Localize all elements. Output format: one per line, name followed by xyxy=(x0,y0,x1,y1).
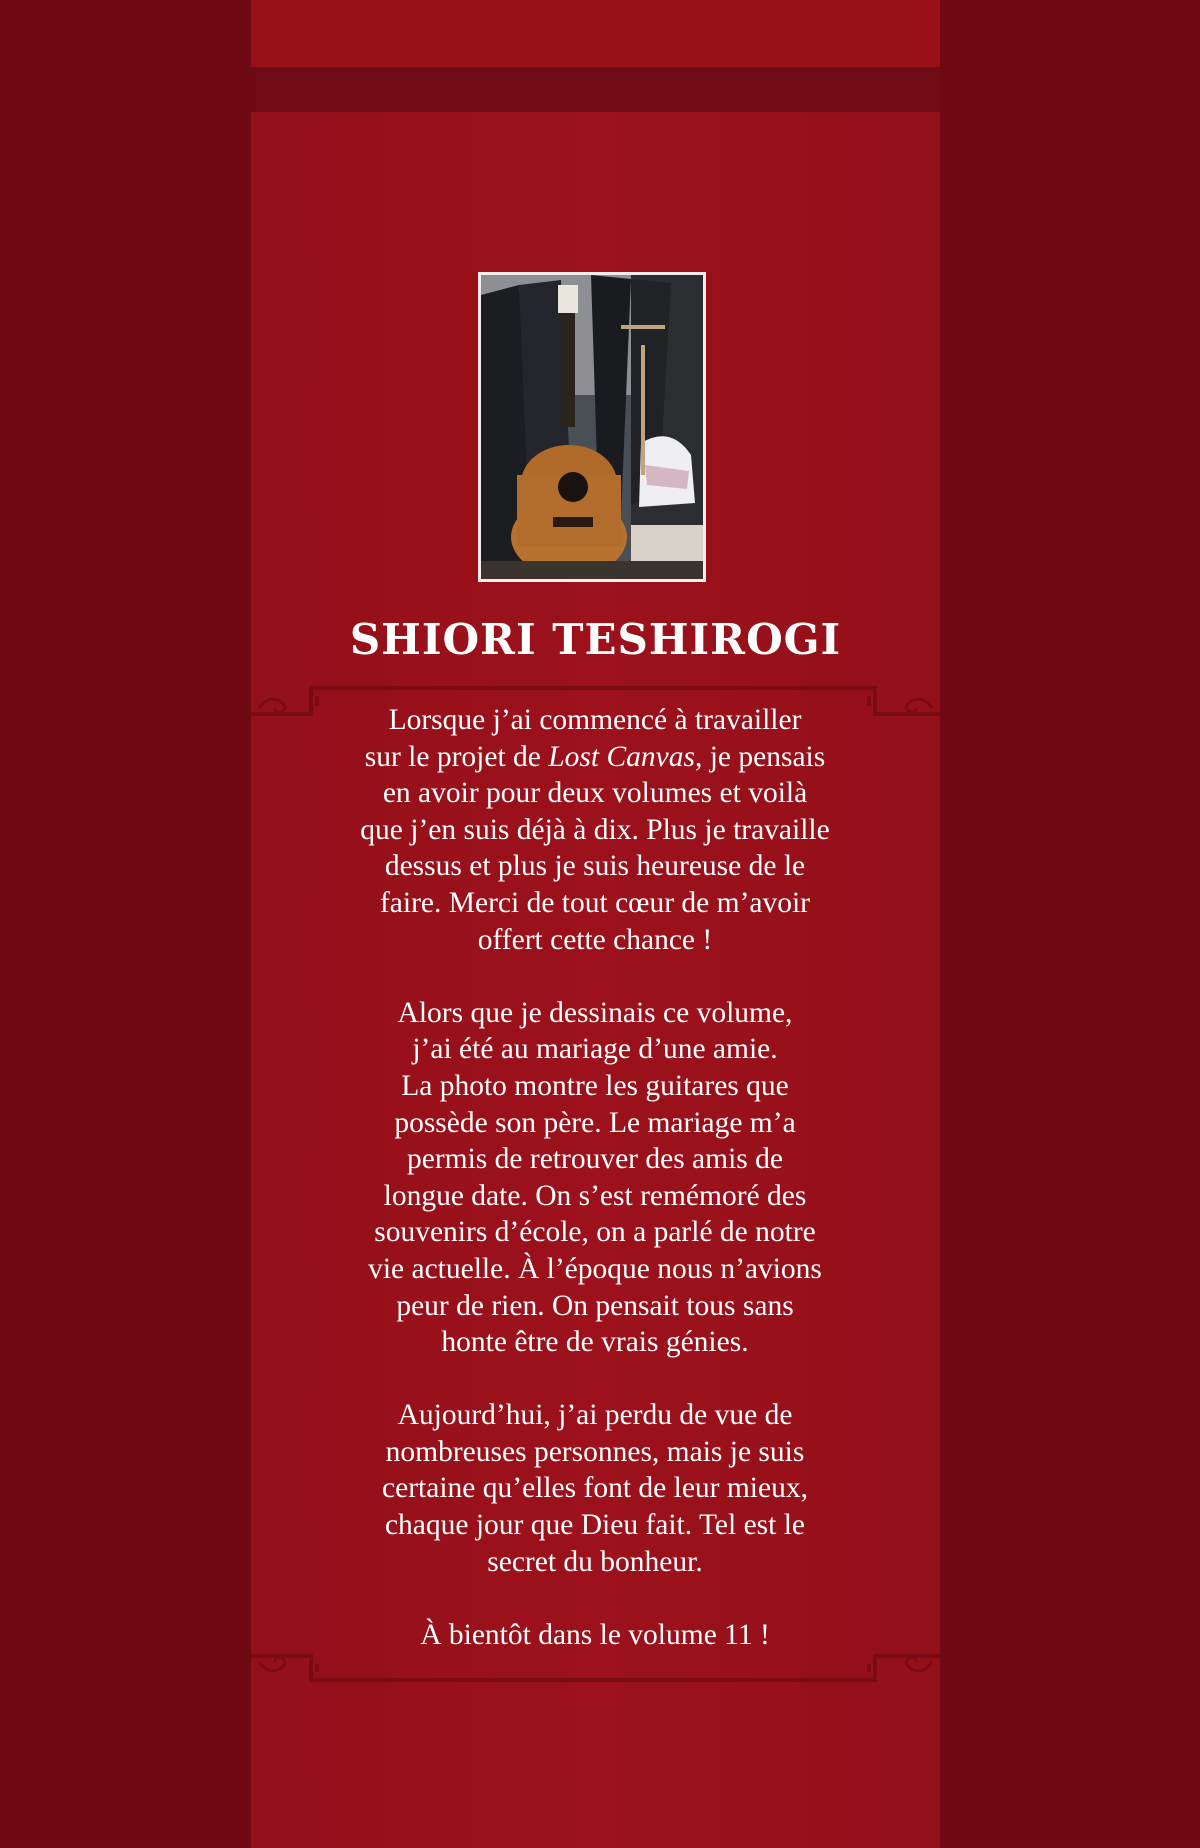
text-line: offert cette chance ! xyxy=(477,923,713,956)
author-name: SHIORI TESHIROGI xyxy=(349,615,842,664)
text-line: j’ai été au mariage d’une amie. xyxy=(412,1033,778,1066)
text-line: longue date. On s’est remémoré des xyxy=(383,1179,807,1212)
text-line: À bientôt dans le volume 11 ! xyxy=(420,1618,770,1651)
closing-line xyxy=(300,1617,890,1654)
work-title: Lost Canvas xyxy=(548,740,695,773)
text-line: certaine qu’elles font de leur mieux, xyxy=(382,1472,808,1505)
author-photo xyxy=(478,272,706,582)
text-line: nombreuses personnes, mais je suis xyxy=(385,1435,805,1468)
text-line: souvenirs d’école, on a parlé de notre xyxy=(374,1216,816,1249)
text-line: chaque jour que Dieu fait. Tel est le xyxy=(384,1509,806,1542)
text-line: Lorsque j’ai commencé à travailler xyxy=(388,704,802,736)
text-line: Aujourd’hui, j’ai perdu de vue de xyxy=(397,1399,793,1432)
paragraph-1 xyxy=(300,702,890,958)
text-line: honte être de vrais génies. xyxy=(441,1326,749,1359)
text-line: secret du bonheur. xyxy=(487,1545,703,1578)
text-segment: , je pensais xyxy=(694,740,826,773)
text-segment: sur le projet de xyxy=(364,740,549,773)
guitar-photo-illustration xyxy=(481,275,703,579)
text-line: en avoir pour deux volumes et voilà xyxy=(382,777,808,810)
text-line: que j’en suis déjà à dix. Plus je travaille xyxy=(360,813,830,846)
text-line: peur de rien. On pensait tous sans xyxy=(396,1289,794,1322)
text-line: possède son père. Le mariage m’a xyxy=(394,1106,796,1139)
text-line: Alors que je dessinais ce volume, xyxy=(397,996,793,1029)
author-note xyxy=(300,702,890,1653)
text-line: permis de retrouver des amis de xyxy=(407,1143,783,1176)
text-line: faire. Merci de tout cœur de m’avoir xyxy=(379,886,811,919)
text-line: vie actuelle. À l’époque nous n’avions xyxy=(368,1252,822,1285)
text-line: La photo montre les guitares que xyxy=(401,1069,789,1102)
paragraph-3 xyxy=(300,1397,890,1580)
text-line xyxy=(300,739,890,776)
text-line: dessus et plus je suis heureuse de le xyxy=(384,850,806,883)
band-separator xyxy=(251,67,940,112)
top-band xyxy=(251,0,940,67)
paragraph-2 xyxy=(300,995,890,1361)
